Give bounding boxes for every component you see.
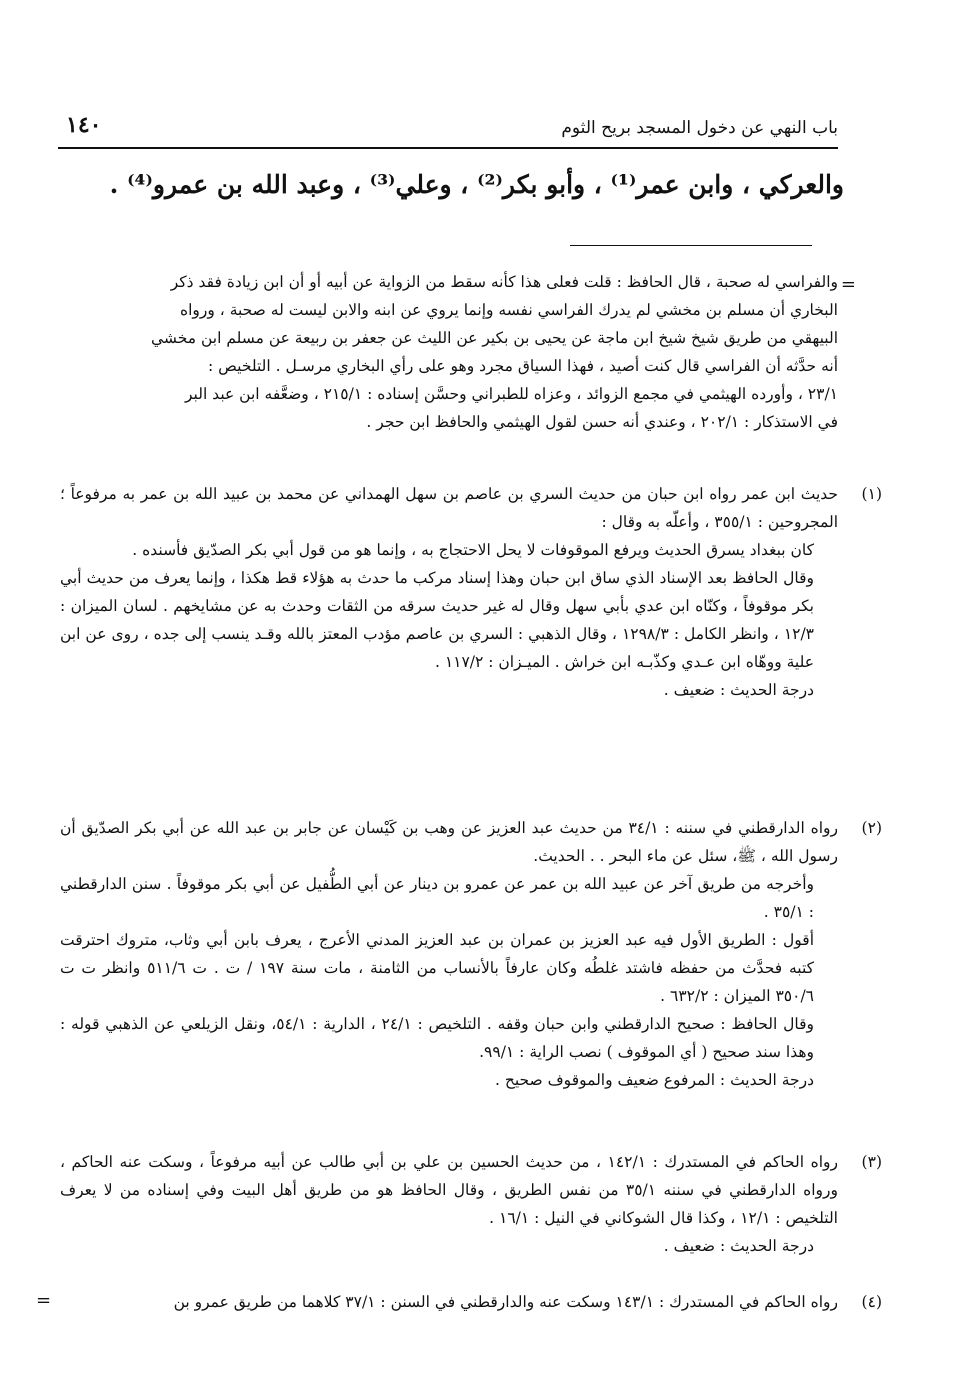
- chapter-title: باب النهي عن دخول المسجد بريح الثوم: [561, 118, 838, 138]
- footnote-line: ٢٣/١ ، وأورده الهيثمي في مجمع الزوائد ، وعزاه للطبراني وحسَّن إسناده : ٢١٥/١ ، وضعَّفه ابن عبد البر: [185, 385, 838, 403]
- footnote-continued: [60, 268, 838, 436]
- footnote-paragraph: رواه الحاكم في المستدرك : ١٤٢/١ ، من حديث الحسين بن علي بن أبي طالب عن أبيه مرفوعاً ، وسكت عنه الحاكم ، ورواه الدارقطني في سننه ٣٥/١ من نفس الطريق ، وقال الحافظ هو من طريق أهل البيت وفي إسناده من لا يعرف التلخيص : ١٢/١ ، وكذا قال الشوكاني في النيل : ١٦/١ .: [60, 1153, 838, 1227]
- footnote-number: (٢): [861, 819, 882, 837]
- footnote-line: البخاري أن مسلم بن مخشي لم يدرك الفراسي نفسه وإنما يروي عن ابنه والابن ليست له صحبة ، ورواه: [179, 301, 838, 319]
- footnote-paragraph: حديث ابن عمر رواه ابن حبان من حديث السري بن عاصم بن سهل الهمداني عن محمد بن عبيد الله بن عمر به مرفوعاً ؛ المجروحين : ٣٥٥/١ ، وأعلّه به وقال :: [60, 485, 838, 531]
- continuation-mark: =: [840, 274, 856, 295]
- footnote-line: والفراسي له صحبة ، قال الحافظ : قلت فعلى هذا كأنه سقط من الزواية عن أبيه أو أن ابن زيادة فقد ذكر: [170, 273, 838, 291]
- footnote-paragraph: رواه الحاكم في المستدرك : ١٤٣/١ وسكت عنه والدارقطني في السنن : ٣٧/١ كلاهما من طريق عمرو بن: [173, 1293, 838, 1311]
- footnote-grade: درجة الحديث : المرفوع ضعيف والموقوف صحيح .: [494, 1071, 814, 1089]
- page-number: ١٤٠: [66, 112, 102, 138]
- footnote-number: (٣): [861, 1153, 882, 1171]
- footnote-line: البيهقي من طريق شيخ شيخ ابن ماجة عن يحيى بن بكير عن الليث عن جعفر بن ربيعة عن مسلم ابن مخشي: [151, 329, 838, 347]
- footnote-3: [60, 1148, 882, 1260]
- footnote-1: [60, 480, 882, 704]
- footnote-2: [60, 814, 882, 1094]
- footnote-paragraph: وقال الحافظ بعد الإسناد الذي ساق ابن حبان وهذا إسناد مركب ما حدث به هؤلاء قط هكذا ، وإنما يعرف من حديث أبي بكر موقوفاً ، وكنّاه ابن عدي بأبي سهل وقال له غير حديث سرقه من الثقات وحدث به عن مشايخهم . لسان الميزان : ١٢/٣ ، وانظر الكامل : ١٢٩٨/٣ ، وقال الذهبي : السري بن عاصم مؤدب المعتز بالله وقـد ينسب إلى جده ، روى عن ابن علية ووهّاه ابن عـدي وكذّبـه ابن خراش . الميـزان : ١١٧/٢ .: [60, 569, 815, 671]
- footnote-number: (١): [861, 485, 882, 503]
- continuation-mark: =: [36, 1290, 52, 1311]
- footnote-paragraph: وأخرجه من طريق آخر عن عبيد الله بن عمر عن عمرو بن دينار عن أبي الطُّفيل عن أبي بكر موقوفاً . سنن الدارقطني : ٣٥/١ .: [60, 875, 814, 921]
- header-rule: [58, 147, 838, 149]
- main-text: والعركي ، وابن عمر⁽¹⁾ ، وأبو بكر⁽²⁾ ، وعلي⁽³⁾ ، وعبد الله بن عمرو⁽⁴⁾ .: [109, 170, 844, 199]
- footnote-grade: درجة الحديث : ضعيف .: [663, 1237, 814, 1255]
- footnote-line: أنه حدَّثه أن الفراسي قال كنت أصيد ، فهذا السياق مجرد وهو على رأي البخاري مرسـل . التلخيص :: [208, 357, 838, 375]
- footnote-paragraph: أقول : الطريق الأول فيه عبد العزيز بن عمران بن عبد العزيز المدني الأعرج ، يعرف بابن أبي وثاب، متروك احترقت كتبه فحدَّث من حفظه فاشتد غلطُه وكان عارفاً بالأنساب من الثامنة ، مات سنة ١٩٧ / ت . ت ٥١١/٦ وانظر ت ت ٣٥٠/٦ الميزان : ٦٣٢/٢ .: [60, 931, 815, 1005]
- footnote-paragraph: وقال الحافظ : صحيح الدارقطني وابن حبان وقفه . التلخيص : ٢٤/١ ، الدارية : ٥٤/١، ونقل الزيلعي عن الذهبي قوله : وهذا سند صحيح ( أي الموقوف ) نصب الراية : ٩٩/١.: [60, 1015, 814, 1061]
- footnote-separator: [570, 245, 812, 246]
- footnote-line: في الاستذكار : ٢٠٢/١ ، وعندي أنه حسن لقول الهيثمي والحافظ ابن حجر .: [366, 413, 838, 431]
- footnote-4: [60, 1288, 882, 1316]
- footnote-number: (٤): [861, 1293, 882, 1311]
- footnote-paragraph: رواه الدارقطني في سننه : ٣٤/١ من حديث عبد العزيز عن وهب بن كَيْسان عن جابر بن عبد الله عن أبي بكر الصدّيق أن رسول الله ، ﷺ، سئل عن ماء البحر . . الحديث.: [60, 819, 838, 865]
- footnote-paragraph: كان ببغداد يسرق الحديث ويرفع الموقوفات لا يحل الاحتجاج به ، وإنما هو من قول أبي بكر الصدّيق فأسنده .: [132, 541, 814, 559]
- footnote-grade: درجة الحديث : ضعيف .: [663, 681, 814, 699]
